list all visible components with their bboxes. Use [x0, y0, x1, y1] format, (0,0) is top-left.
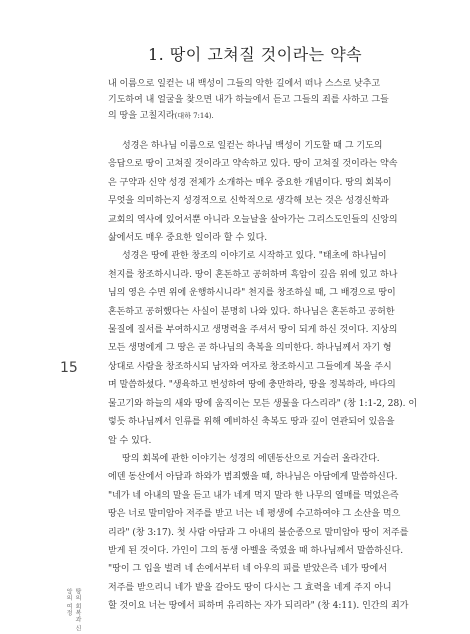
text-line: 응답으로 땅이 고쳐질 것이라고 약속하고 있다. 땅이 고쳐질 것이라는 약속 [108, 159, 398, 170]
section-title: 1. 땅이 고쳐질 것이라는 약속 [148, 45, 363, 64]
text-line: 성경은 하나님 이름으로 일컫는 하나님 백성이 기도할 때 그 기도의 [122, 141, 383, 151]
body-text [108, 137, 432, 616]
text-line: 모든 생명에게 그 땅은 곧 하나님의 축복을 의미한다. 하나님께서 자기 형 [108, 343, 392, 354]
text-line: 리라" (창 3:17). 첫 사람 아담과 그 아내의 불순종으로 말미암아 땅이 저주를 [108, 527, 409, 538]
text-line: 은 구약과 신약 성경 전체가 소개하는 매우 중요한 개념이다. 땅의 회복이 [108, 177, 392, 188]
paragraph [108, 137, 432, 247]
text-line: 성경은 땅에 관한 창조의 이야기로 시작하고 있다. "태초에 하나님이 [122, 251, 387, 262]
text-line: 에덴 동산에서 아담과 하와가 범죄했을 때, 하나님은 아담에게 말씀하신다. [108, 472, 398, 483]
quote-line: 내 이름으로 일컫는 내 백성이 그들의 악한 길에서 떠나 스스로 낮추고 [108, 79, 381, 89]
text-line: 상대로 사람을 창조하시되 남자와 여자로 창조하시고 그들에게 복을 주시 [108, 361, 392, 372]
text-line: "땅이 그 입을 벌려 네 손에서부터 네 아우의 피를 받았은즉 네가 땅에서 [108, 564, 388, 575]
text-line: 님의 영은 수면 위에 운행하시니라" 천지를 창조하실 때, 그 배경으로 땅이 [108, 288, 396, 299]
text-line: 알 수 있다. [108, 435, 152, 446]
quote-line-text: 의 땅을 고칠지라 [108, 111, 175, 121]
paragraph [108, 450, 432, 616]
text-line: 물고기와 하늘의 새와 땅에 움직이는 모든 생물을 다스리라" (창 1:1-2, 28). 이 [108, 398, 418, 409]
text-line: 교회의 역사에 있어서뿐 아니라 오늘날을 살아가는 그리스도인들의 신앙의 [108, 214, 398, 225]
text-line: 땅의 회복에 관한 이야기는 성경의 에덴동산으로 거슬러 올라간다. [122, 453, 380, 464]
running-header: 땅의 회복과 신앙의 여정 [65, 588, 81, 632]
text-line: 천지를 창조하시니라. 땅이 혼돈하고 공허하며 흑암이 깊음 위에 있고 하나 [108, 269, 398, 280]
text-line: 물질에 질서를 부여하시고 생명력을 주셔서 땅이 되게 하신 것이다. 지상의 [108, 325, 398, 336]
text-line: "네가 네 아내의 말을 듣고 내가 네게 먹지 말라 한 나무의 열매를 먹었은즉 [108, 490, 399, 501]
text-line: 삶에서도 매우 중요한 일이라 할 수 있다. [108, 233, 268, 244]
text-line: 혼돈하고 공허했다는 사실이 분명히 나와 있다. 하나님은 혼돈하고 공허한 [108, 306, 395, 317]
text-line: 할 것이요 너는 땅에서 피하며 유리하는 자가 되리라" (창 4:11). 인간의 죄가 [108, 601, 409, 612]
text-line: 저주를 받으리니 네가 밭을 갈아도 땅이 다시는 그 효력을 네게 주지 아니 [108, 582, 392, 593]
epigraph-quote [108, 76, 430, 124]
quote-line [108, 108, 430, 124]
text-line: 받게 된 것이다. 가인이 그의 동생 아벨을 죽였을 때 하나님께서 말씀하신다. [108, 545, 404, 556]
quote-reference: (대하 7:14). [174, 112, 214, 120]
paragraph [108, 247, 432, 449]
text-line: 렇듯 하나님께서 인류를 위해 예비하신 축복도 땅과 깊이 연관되어 있음을 [108, 417, 395, 428]
text-line: 며 말씀하셨다. "생육하고 번성하여 땅에 충만하라, 땅을 정복하라, 바다의 [108, 380, 396, 391]
text-line: 땅은 너로 말미암아 저주를 받고 너는 네 평생에 수고하여야 그 소산을 먹으 [108, 509, 401, 520]
quote-line: 기도하여 내 얼굴을 찾으면 내가 하늘에서 듣고 그들의 죄를 사하고 그들 [108, 95, 389, 105]
page-number: 15 [60, 360, 78, 376]
text-line: 무엇을 의미하는지 성경적으로 신학적으로 생각해 보는 것은 성경신학과 [108, 196, 389, 207]
